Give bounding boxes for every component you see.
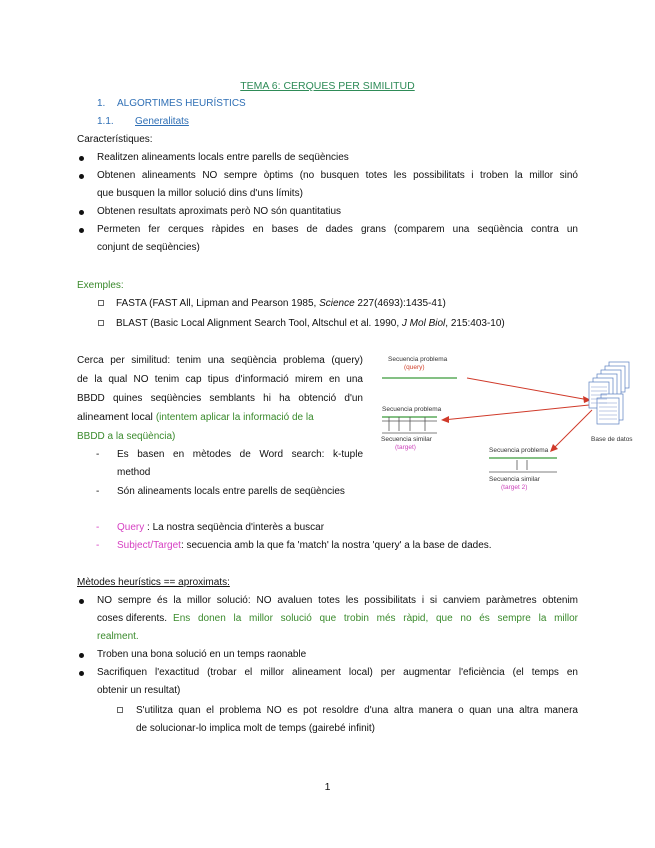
dash-marker: - [96,540,100,551]
bullet-icon [79,653,84,658]
subsection-heading: Generalitats [135,116,189,127]
diagram-label-target-2: (target 2) [501,484,528,491]
diagram-label-target: (target) [395,444,416,451]
similarity-line: Cerca per similitud: tenim una seqüència problema (query) [77,355,363,366]
diagram-label-similar-seq-2: Secuencia similar [489,476,540,483]
page-title: TEMA 6: CERQUES PER SIMILITUD [240,80,415,92]
checkbox-square-icon [98,320,104,326]
similarity-line: BBDD quines seqüències semblants hi ha obtenció d'un [77,393,363,404]
characteristic-item-cont: que busquen la millor solució dins d'uns límits) [97,188,303,199]
dash-item: Es basen en mètodes de Word search: k-tuple [117,449,363,460]
dash-item: Són alineaments locals entre parells de seqüències [117,486,345,497]
page-number: 1 [324,781,331,793]
heuristic-item: Troben una bona solució en un temps raonable [97,649,307,660]
characteristics-heading: Característiques: [77,134,153,145]
heuristic-subitem: S'utilitza quan el problema NO es pot resoldre d'una altra manera o quan una altra manera [136,705,578,716]
similarity-line: alineament local (intentem aplicar la informació de la [77,411,314,423]
heuristic-item: NO sempre és la millor solució: NO avaluen totes les possibilitats i si canviem paràmetres obtenim [97,595,578,606]
dash-marker: - [96,522,100,533]
diagram-label-query: (query) [404,364,425,371]
subsection-number: 1.1. [97,116,114,127]
similarity-line: de la qual NO tenim cap tipus d'informació mirem en una [77,374,363,385]
characteristic-item: Permeten fer cerques ràpides en bases de dades grans (comparem una seqüència contra un [97,224,578,235]
characteristic-item: Obtenen alineaments NO sempre òptims (no busquen totes les possibilitats i troben la millor sinó [97,170,578,181]
bullet-icon [79,599,84,604]
heuristics-heading: Mètodes heurístics == aproximats: [77,577,230,588]
bullet-icon [79,174,84,179]
bullet-icon [79,228,84,233]
bullet-icon [79,671,84,676]
definition-target: Subject/Target: secuencia amb la que fa 'match' la nostra 'query' a la base de dades. [117,540,492,551]
example-fasta: FASTA (FAST All, Lipman and Pearson 1985, Science 227(4693):1435-41) [116,298,446,309]
definition-query: Query : La nostra seqüència d'interès a buscar [117,522,325,533]
heuristic-item-cont: obtenir un resultat) [97,685,181,696]
dash-marker: - [96,449,100,460]
characteristic-item-cont: conjunt de seqüències) [97,242,200,253]
diagram-label-database: Base de datos [591,436,633,443]
diagram-label-problem-seq-2: Secuencia problema [489,447,549,454]
heuristic-item-cont: realment. [97,631,139,642]
dash-marker: - [96,486,100,497]
bullet-icon [79,210,84,215]
diagram-label-similar-seq: Secuencia similar [381,436,432,443]
characteristic-item: Obtenen resultats aproximats però NO són quantitatius [97,206,342,217]
heuristic-item: Sacrifiquen l'exactitud (trobar el millor alineament local) per augmentar l'eficiència (el temps en [97,667,578,678]
examples-heading: Exemples: [77,280,124,291]
checkbox-square-icon [98,300,104,306]
section-heading: ALGORTIMES HEURÍSTICS [117,98,246,109]
similarity-line: BBDD a la seqüència) [77,431,176,442]
diagram-label-problem-seq: Secuencia problema [382,406,442,413]
heuristic-subitem-cont: de solucionar-lo implica molt de temps (gairebé infinit) [136,723,375,734]
example-blast: BLAST (Basic Local Alignment Search Tool, Altschul et al. 1990, J Mol Biol, 215:403-10) [116,318,505,329]
bullet-icon [79,156,84,161]
checkbox-square-icon [117,707,123,713]
heuristic-item-cont: coses diferents. Ens donen la millor solució que trobin més ràpid, que no és sempre la millor [97,613,578,624]
similarity-search-diagram [377,350,632,495]
dash-item-cont: method [117,467,151,478]
characteristic-item: Realitzen alineaments locals entre parells de seqüències [97,152,349,163]
section-number: 1. [97,98,106,109]
diagram-label-query-seq: Secuencia problema [388,356,448,363]
